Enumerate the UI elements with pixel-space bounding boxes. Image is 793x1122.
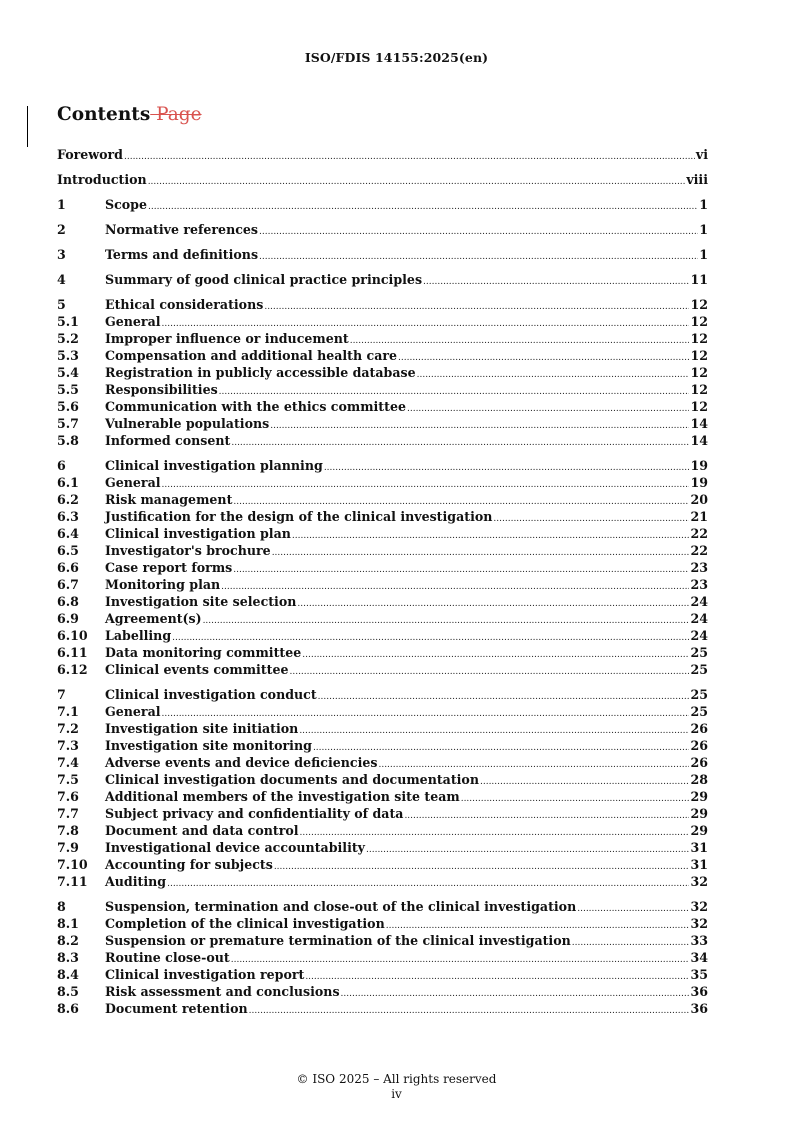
- toc-dot-leader: [249, 1003, 690, 1020]
- toc-entry-page[interactable]: 35: [690, 967, 708, 982]
- toc-dot-leader: [366, 842, 689, 859]
- toc-dot-leader: [577, 901, 689, 918]
- toc-dot-leader: [259, 224, 698, 241]
- toc-entry-title[interactable]: Investigator's brochure: [105, 543, 271, 558]
- toc-entry-number: 7.1: [57, 704, 79, 719]
- toc-entry-number: 5.7: [57, 416, 79, 431]
- toc-entry[interactable]: [57, 966, 708, 983]
- toc-dot-leader: [480, 774, 689, 791]
- toc-entry[interactable]: [57, 627, 708, 644]
- toc-entry-page[interactable]: 12: [690, 348, 708, 363]
- toc-entry[interactable]: [57, 296, 708, 313]
- toc-entry-page[interactable]: 22: [690, 526, 708, 541]
- toc-entry-title[interactable]: Clinical investigation plan: [105, 526, 291, 541]
- toc-entry-page[interactable]: 24: [690, 594, 708, 609]
- toc-entry-number: 8.6: [57, 1001, 79, 1016]
- toc-entry-title[interactable]: Additional members of the investigation site team: [105, 789, 460, 804]
- toc-entry-number: 5.4: [57, 365, 79, 380]
- toc-entry-title[interactable]: Labelling: [105, 628, 172, 643]
- toc-entry[interactable]: [57, 364, 708, 381]
- toc-entry[interactable]: [57, 593, 708, 610]
- toc-entry-number: 6.5: [57, 543, 79, 558]
- toc-entry-page[interactable]: 25: [690, 645, 708, 660]
- toc-entry[interactable]: [57, 915, 708, 932]
- toc-entry-page[interactable]: 22: [690, 543, 708, 558]
- toc-entry-number: 5.3: [57, 348, 79, 363]
- toc-dot-leader: [350, 333, 690, 350]
- toc-entry-number: 7.9: [57, 840, 79, 855]
- toc-dot-leader: [148, 199, 698, 216]
- toc-entry-page[interactable]: 26: [690, 738, 708, 753]
- toc-entry-number: 7.2: [57, 721, 79, 736]
- toc-entry-page[interactable]: vi: [695, 147, 708, 162]
- toc-dot-leader: [461, 791, 690, 808]
- toc-entry[interactable]: [57, 856, 708, 873]
- toc-entry-title[interactable]: Case report forms: [105, 560, 233, 575]
- toc-dot-leader: [124, 149, 695, 166]
- toc-entry-page[interactable]: 23: [690, 577, 708, 592]
- toc-dot-leader: [272, 545, 690, 562]
- toc-dot-leader: [233, 562, 689, 579]
- toc-entry-page[interactable]: 29: [690, 806, 708, 821]
- toc-entry-number: 4: [57, 272, 66, 287]
- toc-entry-page[interactable]: 12: [690, 314, 708, 329]
- toc-entry-title[interactable]: Document retention: [105, 1001, 248, 1016]
- toc-entry[interactable]: [57, 839, 708, 856]
- toc-entry[interactable]: [57, 381, 708, 398]
- toc-entry-number: 7: [57, 687, 66, 702]
- toc-entry[interactable]: [57, 822, 708, 839]
- toc-entry[interactable]: [57, 644, 708, 661]
- toc-entry-number: 6.4: [57, 526, 79, 541]
- toc-entry-page[interactable]: 14: [690, 416, 708, 431]
- toc-entry-title[interactable]: Responsibilities: [105, 382, 218, 397]
- toc-entry-page[interactable]: 1: [699, 222, 708, 237]
- toc-entry-page[interactable]: 28: [690, 772, 708, 787]
- toc-entry-title[interactable]: Agreement(s): [105, 611, 202, 626]
- toc-entry-page[interactable]: 25: [690, 704, 708, 719]
- toc-entry-page[interactable]: 36: [690, 1001, 708, 1016]
- toc-entry-number: 5.5: [57, 382, 79, 397]
- toc-entry-number: 7.4: [57, 755, 79, 770]
- toc-entry[interactable]: [57, 171, 708, 188]
- toc-dot-leader: [270, 418, 689, 435]
- deleted-page-label: Page: [150, 104, 202, 125]
- toc-entry-page[interactable]: 26: [690, 755, 708, 770]
- toc-entry[interactable]: [57, 347, 708, 364]
- toc-entry-number: 3: [57, 247, 66, 262]
- toc-entry[interactable]: [57, 661, 708, 678]
- toc-entry-number: 8.3: [57, 950, 79, 965]
- toc-entry-page[interactable]: viii: [686, 172, 708, 187]
- toc-entry-number: 6.11: [57, 645, 88, 660]
- toc-dot-leader: [292, 528, 690, 545]
- toc-entry-number: 2: [57, 222, 66, 237]
- toc-entry-number: 6.7: [57, 577, 79, 592]
- toc-dot-leader: [231, 435, 689, 452]
- toc-entry-page[interactable]: 12: [690, 399, 708, 414]
- toc-entry[interactable]: [57, 805, 708, 822]
- toc-entry-page[interactable]: 23: [690, 560, 708, 575]
- toc-dot-leader: [324, 460, 690, 477]
- toc-entry-title[interactable]: Risk management: [105, 492, 233, 507]
- toc-dot-leader: [167, 876, 689, 893]
- toc-entry-title[interactable]: Suspension or premature termination of the clinical investigation: [105, 933, 571, 948]
- toc-entry-number: 6.12: [57, 662, 88, 677]
- toc-entry[interactable]: [57, 754, 708, 771]
- toc-entry-number: 8.2: [57, 933, 79, 948]
- toc-entry-title[interactable]: Routine close-out: [105, 950, 230, 965]
- toc-entry-title[interactable]: Subject privacy and confidentiality of data: [105, 806, 404, 821]
- toc-entry-number: 7.7: [57, 806, 79, 821]
- toc-entry-page[interactable]: 32: [690, 899, 708, 914]
- toc-entry-title[interactable]: Ethical considerations: [105, 297, 264, 312]
- toc-entry-title[interactable]: Informed consent: [105, 433, 231, 448]
- toc-dot-leader: [423, 274, 689, 291]
- toc-entry-title[interactable]: Clinical investigation conduct: [105, 687, 317, 702]
- toc-entry-title[interactable]: Introduction: [57, 172, 147, 187]
- toc-entry-page[interactable]: 11: [690, 272, 708, 287]
- toc-entry[interactable]: [57, 146, 708, 163]
- toc-entry[interactable]: [57, 271, 708, 288]
- toc-entry-page[interactable]: 26: [690, 721, 708, 736]
- page-number: iv: [391, 1087, 402, 1101]
- toc-entry-title[interactable]: Compensation and additional health care: [105, 348, 398, 363]
- toc-dot-leader: [417, 367, 690, 384]
- toc-entry-page[interactable]: 19: [690, 458, 708, 473]
- toc-entry-title[interactable]: Vulnerable populations: [105, 416, 270, 431]
- toc-entry[interactable]: [57, 508, 708, 525]
- toc-entry[interactable]: [57, 398, 708, 415]
- toc-entry-title[interactable]: Scope: [105, 197, 147, 212]
- toc-entry-page[interactable]: 32: [690, 916, 708, 931]
- toc-entry[interactable]: [57, 703, 708, 720]
- toc-entry-page[interactable]: 33: [690, 933, 708, 948]
- toc-dot-leader: [305, 969, 689, 986]
- toc-entry-title[interactable]: Foreword: [57, 147, 123, 162]
- toc-entry-page[interactable]: 25: [690, 687, 708, 702]
- toc-entry[interactable]: [57, 788, 708, 805]
- toc-entry[interactable]: [57, 949, 708, 966]
- toc-entry[interactable]: [57, 898, 708, 915]
- toc-entry-title[interactable]: Terms and definitions: [105, 247, 259, 262]
- toc-dot-leader: [203, 613, 690, 630]
- toc-entry-title[interactable]: Clinical investigation documents and documentation: [105, 772, 479, 787]
- toc-dot-leader: [493, 511, 689, 528]
- toc-entry-title[interactable]: Registration in publicly accessible database: [105, 365, 416, 380]
- toc-entry-page[interactable]: 34: [690, 950, 708, 965]
- toc-entry[interactable]: [57, 196, 708, 213]
- toc-entry-number: 6.3: [57, 509, 79, 524]
- toc-entry-number: 6.6: [57, 560, 79, 575]
- toc-entry[interactable]: [57, 737, 708, 754]
- toc-entry[interactable]: [57, 246, 708, 263]
- toc-entry-number: 6.10: [57, 628, 88, 643]
- toc-entry-page[interactable]: 31: [690, 840, 708, 855]
- toc-entry-number: 6.1: [57, 475, 79, 490]
- toc-entry-title[interactable]: Completion of the clinical investigation: [105, 916, 385, 931]
- toc-entry[interactable]: [57, 491, 708, 508]
- toc-entry-page[interactable]: 1: [699, 247, 708, 262]
- toc-entry-page[interactable]: 24: [690, 628, 708, 643]
- toc-entry-number: 7.10: [57, 857, 88, 872]
- toc-dot-leader: [398, 350, 689, 367]
- toc-dot-leader: [299, 723, 689, 740]
- toc-entry-title[interactable]: Accounting for subjects: [105, 857, 273, 872]
- toc-entry-number: 6.9: [57, 611, 79, 626]
- toc-entry-number: 8.5: [57, 984, 79, 999]
- toc-entry-title[interactable]: Clinical investigation report: [105, 967, 305, 982]
- toc-entry-title[interactable]: General: [105, 314, 161, 329]
- toc-entry[interactable]: [57, 932, 708, 949]
- toc-dot-leader: [259, 249, 698, 266]
- toc-entry-number: 5.2: [57, 331, 79, 346]
- toc-entry-number: 7.6: [57, 789, 79, 804]
- toc-entry-title[interactable]: Summary of good clinical practice principles: [105, 272, 423, 287]
- toc-entry-title[interactable]: Monitoring plan: [105, 577, 221, 592]
- toc-entry-title[interactable]: Clinical events committee: [105, 662, 289, 677]
- toc-entry[interactable]: [57, 720, 708, 737]
- toc-entry[interactable]: [57, 983, 708, 1000]
- toc-dot-leader: [404, 808, 689, 825]
- toc-entry-number: 1: [57, 197, 66, 212]
- toc-entry[interactable]: [57, 686, 708, 703]
- copyright-notice: © ISO 2025 – All rights reserved: [296, 1072, 497, 1086]
- toc-entry-title[interactable]: Adverse events and device deficiencies: [105, 755, 378, 770]
- toc-entry[interactable]: [57, 610, 708, 627]
- toc-entry[interactable]: [57, 525, 708, 542]
- toc-entry-title[interactable]: Improper influence or inducement: [105, 331, 349, 346]
- toc-entry-page[interactable]: 25: [690, 662, 708, 677]
- table-of-contents: [57, 146, 708, 1017]
- toc-entry[interactable]: [57, 432, 708, 449]
- toc-entry-title[interactable]: Investigation site initiation: [105, 721, 299, 736]
- toc-entry-title[interactable]: Justification for the design of the clinical investigation: [105, 509, 493, 524]
- toc-entry-number: 6.2: [57, 492, 79, 507]
- toc-entry[interactable]: [57, 576, 708, 593]
- toc-entry-title[interactable]: General: [105, 475, 161, 490]
- toc-entry-page[interactable]: 19: [690, 475, 708, 490]
- toc-entry-number: 8: [57, 899, 66, 914]
- toc-entry-page[interactable]: 14: [690, 433, 708, 448]
- toc-entry-title[interactable]: Normative references: [105, 222, 259, 237]
- toc-entry-number: 5: [57, 297, 66, 312]
- toc-dot-leader: [407, 401, 689, 418]
- toc-dot-leader: [572, 935, 690, 952]
- toc-dot-leader: [297, 596, 689, 613]
- toc-entry-title[interactable]: Investigation site selection: [105, 594, 297, 609]
- toc-entry-page[interactable]: 1: [699, 197, 708, 212]
- toc-entry[interactable]: [57, 873, 708, 890]
- toc-entry-page[interactable]: 29: [690, 789, 708, 804]
- toc-entry-page[interactable]: 12: [690, 365, 708, 380]
- revision-change-bar: [27, 106, 28, 147]
- toc-dot-leader: [264, 299, 689, 316]
- toc-dot-leader: [289, 664, 689, 681]
- toc-entry-number: 8.4: [57, 967, 79, 982]
- toc-dot-leader: [274, 859, 690, 876]
- toc-entry-page[interactable]: 24: [690, 611, 708, 626]
- toc-entry-title[interactable]: Investigation site monitoring: [105, 738, 312, 753]
- toc-entry-number: 5.1: [57, 314, 79, 329]
- toc-entry[interactable]: [57, 559, 708, 576]
- toc-entry[interactable]: [57, 330, 708, 347]
- toc-entry-page[interactable]: 21: [690, 509, 708, 524]
- toc-entry-page[interactable]: 29: [690, 823, 708, 838]
- toc-entry-title[interactable]: Communication with the ethics committee: [105, 399, 406, 414]
- contents-title: Contents: [57, 104, 151, 125]
- toc-entry[interactable]: [57, 313, 708, 330]
- toc-entry-title[interactable]: Data monitoring committee: [105, 645, 302, 660]
- toc-entry-title[interactable]: Suspension, termination and close-out of the clinical investigation: [105, 899, 577, 914]
- toc-entry-title[interactable]: Risk assessment and conclusions: [105, 984, 340, 999]
- toc-entry[interactable]: [57, 771, 708, 788]
- toc-entry[interactable]: [57, 221, 708, 238]
- toc-entry-title[interactable]: Clinical investigation planning: [105, 458, 323, 473]
- toc-entry-number: 7.11: [57, 874, 88, 889]
- toc-entry[interactable]: [57, 1000, 708, 1017]
- toc-entry-page[interactable]: 36: [690, 984, 708, 999]
- toc-entry[interactable]: [57, 542, 708, 559]
- toc-dot-leader: [318, 689, 690, 706]
- toc-entry-title[interactable]: Auditing: [105, 874, 167, 889]
- toc-entry-page[interactable]: 12: [690, 382, 708, 397]
- toc-entry-page[interactable]: 12: [690, 297, 708, 312]
- toc-entry-number: 8.1: [57, 916, 79, 931]
- document-id-header: ISO/FDIS 14155:2025(en): [304, 50, 489, 65]
- toc-entry-page[interactable]: 32: [690, 874, 708, 889]
- page-footer: [0, 1072, 793, 1102]
- toc-entry-page[interactable]: 12: [690, 331, 708, 346]
- toc-entry-title[interactable]: Investigational device accountability: [105, 840, 365, 855]
- toc-entry-number: 6.8: [57, 594, 79, 609]
- toc-entry[interactable]: [57, 457, 708, 474]
- contents-heading: [57, 104, 202, 125]
- toc-dot-leader: [341, 986, 690, 1003]
- toc-entry[interactable]: [57, 474, 708, 491]
- toc-entry-number: 6: [57, 458, 66, 473]
- toc-entry[interactable]: [57, 415, 708, 432]
- toc-entry-number: 7.5: [57, 772, 79, 787]
- toc-entry-page[interactable]: 20: [690, 492, 708, 507]
- toc-entry-title[interactable]: Document and data control: [105, 823, 299, 838]
- toc-entry-number: 5.8: [57, 433, 79, 448]
- toc-dot-leader: [162, 477, 690, 494]
- toc-dot-leader: [302, 647, 689, 664]
- toc-entry-number: 7.3: [57, 738, 79, 753]
- toc-entry-page[interactable]: 31: [690, 857, 708, 872]
- toc-entry-title[interactable]: General: [105, 704, 161, 719]
- toc-entry-number: 7.8: [57, 823, 79, 838]
- toc-dot-leader: [148, 174, 686, 191]
- toc-entry-number: 5.6: [57, 399, 79, 414]
